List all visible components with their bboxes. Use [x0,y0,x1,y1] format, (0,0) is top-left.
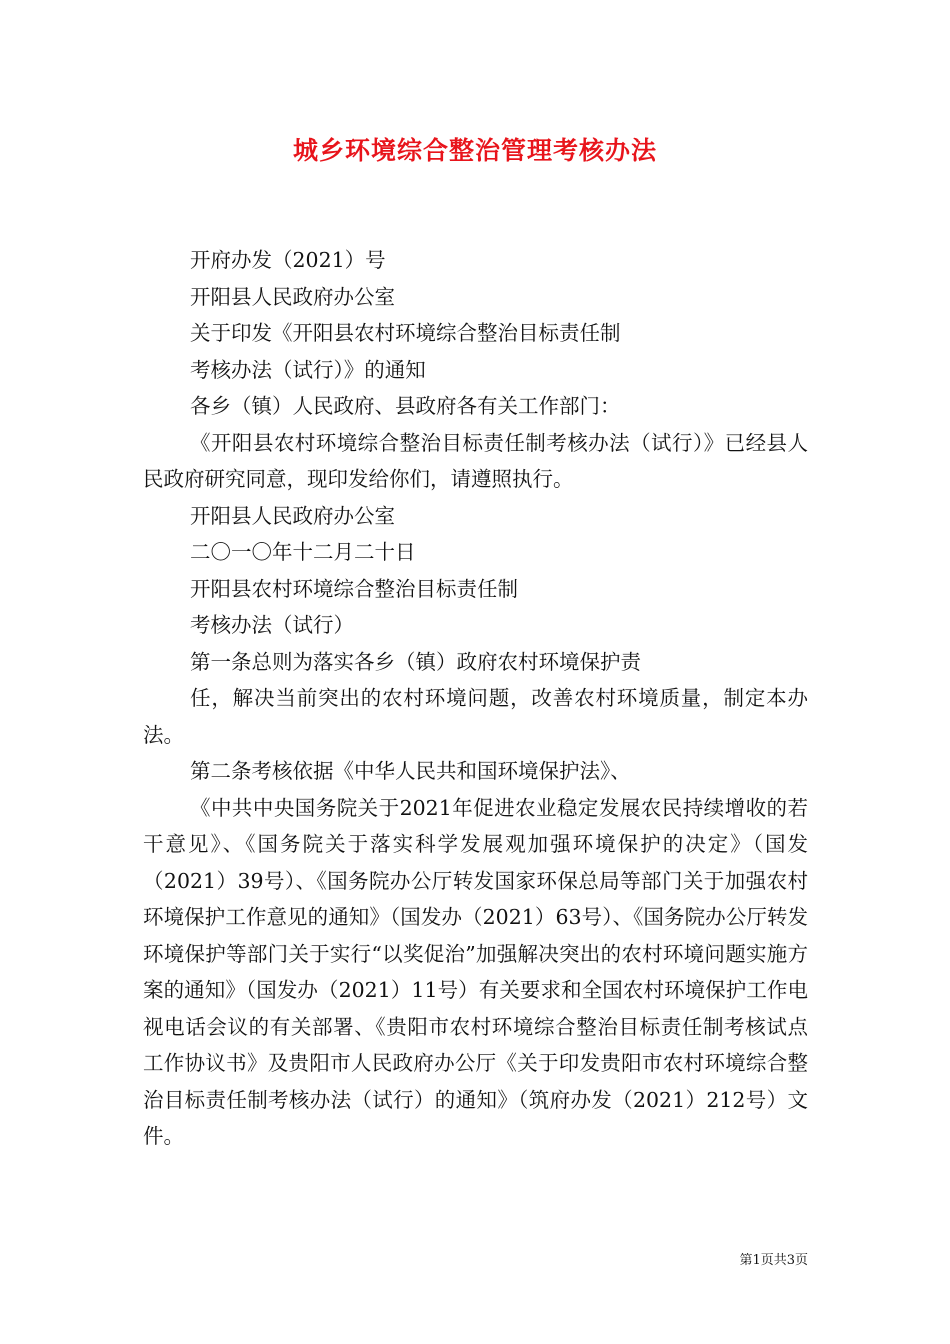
article-1-paragraph: 任，解决当前突出的农村环境问题，改善农村环境质量，制定本办法。 [143,686,808,747]
document-body [143,242,808,1155]
measures-title-line-1: 开阳县农村环境综合整治目标责任制 [190,576,518,601]
article-2-paragraph: 《中共中央国务院关于2021年促进农业稳定发展农民持续增收的若干意见》、《国务院关于落实科学发展观加强环境保护的决定》（国发（2021）39号）、《国务院办公厅转发国家环保总局等部门关于加强农村环境保护工作意见的通知》（国发办（2021）63号）、《国务院办公厅转发环境保护等部门关于实行“以奖促治”加强解决突出的农村环境问题实施方案的通知》（国发办（2021）11号）有关要求和全国农村环境保护工作电视电话会议的有关部署、《贵阳市农村环境综合整治目标责任制考核试点工作协议书》及贵阳市人民政府办公厅《关于印发贵阳市农村环境综合整治目标责任制考核办法（试行）的通知》（筑府办发（2021）212号）文件。 [143,795,808,1148]
signature-date: 二〇一〇年十二月二十日 [190,540,416,564]
measures-title-line-2: 考核办法（试行） [190,613,354,637]
document-title: 城乡环境综合整治管理考核办法 [292,136,657,165]
article-2-heading: 第二条考核依据《中华人民共和国环境保护法》、 [190,759,631,783]
article-1-heading: 第一条总则为落实各乡（镇）政府农村环境保护责 [190,649,641,674]
notice-paragraph: 《开阳县农村环境综合整治目标责任制考核办法（试行）》已经县人民政府研究同意，现印发给你们，请遵照执行。 [143,430,808,491]
signature-office: 开阳县人民政府办公室 [190,503,395,528]
notice-title-line-1: 关于印发《开阳县农村环境综合整治目标责任制 [190,321,621,345]
notice-title-line-2: 考核办法（试行）》的通知 [190,357,426,382]
issuing-office: 开阳县人民政府办公室 [190,284,395,309]
page-number: 第1页共3页 [739,1253,808,1268]
doc-number: 开府办发（2021）号 [190,248,386,272]
recipients: 各乡（镇）人民政府、县政府各有关工作部门： [190,394,621,418]
